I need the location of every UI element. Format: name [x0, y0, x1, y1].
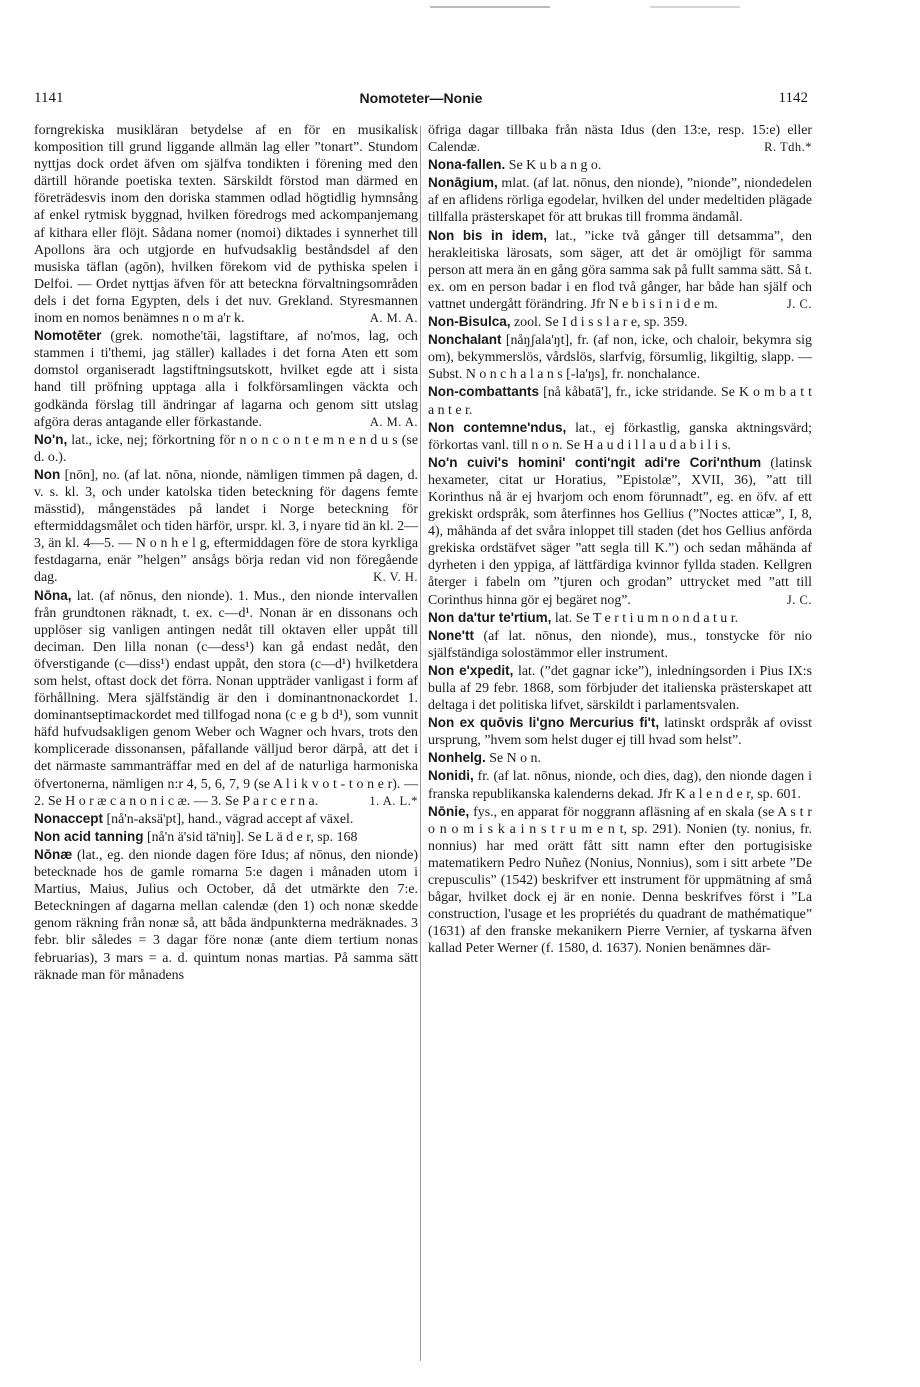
left-column [34, 122, 418, 1362]
dictionary-entry [428, 767, 812, 802]
entry-text: (af lat. nōnus, den nionde), mus., tonstycke för nio själfständiga solostämmor eller instrument. [428, 628, 812, 661]
dictionary-entry [428, 662, 812, 714]
dictionary-entry [34, 587, 418, 810]
dictionary-entry [428, 454, 812, 609]
entry-text: (latinsk hexameter, citat ur Horatius, ”Epistolæ”, XVII, 36), ”att till Korinthus nå är ej hvarjom och enom förunnadt”, eg. en öfv. af ett grekiskt ordspråk, som återfinnes hos Gellius (”Noctes atticæ”, I, 8, 4), måhända af det svåra inloppet till staden (det hos Gellius anförda grekiska ordstäfvet säger ”att segla till K.”) och sedan måhända af dyrheten i den yppiga, af lättfärdiga kvinnor fyllda staden. Kellgren återger i fabeln om ”tjuren och grodan” uttrycket med ”att till Corinthus hinna gör ej begäret nog”. [428, 455, 812, 608]
entry-headword: Nonaccept [34, 810, 104, 826]
dictionary-entry [428, 331, 812, 383]
entry-text: fys., en apparat för noggrann afläsning af en skala (se A s t r o n o m i s k a i n s t r u m e n t, sp. 291). Nonien (ty. nonius, fr. nonnius) har med orätt fått sitt namn efter den portugisiske matematikern Pedro Nuñez (Nonius, Nonnius), som i sitt arbete ”De crepusculis” (1542) beskrifver ett instrument för uppmätning af små bågar, hvilket dock ej är en nonie. Denna beskrifves först i ”La construction, l'usage et les propriétés du quadrant de mathématique” (1631) af den franske mekanikern Pierre Vernier, af tyskarna äfven kallad Peter Werner (f. 1580, d. 1637). Nonien benämnes där- [428, 804, 812, 957]
running-title: Nomoteter—Nonie [359, 90, 483, 106]
dictionary-entry [428, 803, 812, 958]
entry-headword: Nonidi, [428, 768, 474, 784]
entry-text: (grek. nomothe'tāi, lagstiftare, af no'mos, lag, och stammen i ti'themi, jag ställer) kallades i det forna Aten ett som domstol organiseradt lagstiftningsutskott, hvilket egde att i sista hand till pröfning upptaga alla i folkförsamlingen väckta och godkända förslag till ändringar af lagarna och genom sitt utslag afgöra deras antagande eller förkastande. [34, 329, 418, 430]
page-header [34, 90, 808, 110]
dictionary-entry [34, 327, 418, 431]
entry-text: [nōn], no. (af lat. nōna, nionde, nämligen timmen på dagen, d. v. s. kl. 3, och under katolska tiden beteckning för dagens femte mässtid), mångenstädes på landet i Norge beteckning för eftermiddagsmålet och tiden härför, urspr. kl. 3, i nyare tid än kl. 2—3, än kl. 4—5. — N o n h e l g, eftermiddagen före de stora kyrkliga festdagarna, enär ”helgen” ansågs börja redan vid non föregående dag. [34, 467, 418, 586]
dictionary-entry [34, 810, 418, 828]
entry-text: lat. (”det gagnar icke”), inledningsorden i Pius IX:s bulla af 29 febr. 1868, som förbjuder det italienska prästerskapet att deltaga i det politiska lifvet, särskildt i parlamentsvalen. [428, 663, 812, 714]
entry-text: lat., ”icke två gånger till detsamma”, den herakleitiska lärosats, som säger, att det är omöjligt för samma person att mera än en gång göra samma sak på fullt samma sätt. Så t. ex. om en person badar i en flod två gånger, har både han själf och vattnet undergått förändring. Jfr N e b i s i n i d e m. [428, 228, 812, 312]
entry-headword: Nōna, [34, 587, 72, 603]
author-signature: R. Tdh.* [764, 140, 812, 155]
dictionary-entry [428, 609, 812, 627]
entry-text: latinskt ordspråk af ovisst ursprung, ”hvem som helst duger ej till hvad som helst”. [428, 716, 812, 749]
dictionary-entry [428, 122, 812, 156]
column-divider [420, 126, 421, 1361]
entry-headword: Nōnie, [428, 803, 470, 819]
dictionary-entry [34, 846, 418, 984]
dictionary-entry [428, 714, 812, 749]
entry-text: forngrekiska musikläran betydelse af en för en musikalisk komposition till grund liggande allmän lag eller ”tonart”. Stundom nyttjas dock ordet äfven om själfva tondikten i förening med den därtill hörande poetiska texten. Särskildt förstod man därmed en företrädesvis inom den doriska stammen odlad högtidlig hymnsång af enkel rytmisk byggnad, hvilken föredrogs med ackompanjemang af kithara eller flöjt. Sådana nomer (nomoi) diktades i synnerhet till Apollons ära och utgjorde en hufvudsaklig beståndsdel af den musiska täflan (agōn), hvilken förekom vid de pythiska spelen i Delfoi. — Ordet nyttjas äfven för att beteckna förvaltningsområden dels i det forna Egypten, dels i det nuv. Grekland. Styresmannen inom en nomos benämnes n o m a'r k. [34, 123, 418, 327]
dictionary-entry [428, 227, 812, 313]
dictionary-entry [34, 466, 418, 587]
entry-text: [nå'n-aksä'pt], hand., vägrad accept af växel. [106, 811, 354, 827]
entry-headword: Non-Bisulca, [428, 314, 511, 330]
entry-text: fr. (af lat. nōnus, nionde, och dies, dag), den nionde dagen i franska republikanska kalenderns dekad. Jfr K a l e n d e r, sp. 601. [428, 769, 812, 802]
entry-text: mlat. (af lat. nōnus, den nionde), ”nionde”, niondedelen af en aflidens rörliga egodelar, hvilken del under medeltiden plägade tillfalla prästerskapet för att brukas till fromma ändamål. [428, 176, 812, 226]
entry-headword: Non ex quōvis li'gno Mercurius fi't, [428, 715, 660, 731]
dictionary-entry [428, 156, 812, 174]
entry-headword: Nonchalant [428, 332, 502, 348]
entry-headword: Non-combattants [428, 384, 539, 400]
author-signature: J. C. [786, 592, 812, 607]
scan-artifact [650, 6, 740, 8]
entry-text: lat., icke, nej; förkortning för n o n c o n t e m n e n d u s (se d. o.). [34, 432, 418, 465]
author-signature: A. M. A. [369, 311, 418, 326]
entry-text: Se N o n. [489, 751, 541, 767]
entry-headword: Nonhelg. [428, 750, 486, 766]
dictionary-entry [428, 749, 812, 767]
entry-headword: Non bis in idem, [428, 227, 547, 243]
entry-text: [nåŋʃala'ŋt], fr. (af non, icke, och chaloir, bekymra sig om), bekymmerslös, vårdslös, slarfvig, försumlig, likgiltig, slapp. — Subst. N o n c h a l a n s [-la'ŋs], fr. nonchalance. [428, 333, 812, 383]
entry-headword: Nōnæ [34, 846, 73, 862]
entry-text: [nå'n ä'sid tä'niŋ]. Se L ä d e r, sp. 168 [146, 829, 358, 845]
entry-headword: Non e'xpedit, [428, 662, 514, 678]
dictionary-entry [428, 313, 812, 331]
entry-text: lat., ej förkastlig, ganska aktningsvärd; förkortas vanl. till n o n. Se H a u d i l l a u d a b i l i s. [428, 420, 812, 453]
entry-headword: Nonāgium, [428, 175, 498, 191]
entry-headword: Non acid tanning [34, 828, 144, 844]
entry-headword: Nona-fallen. [428, 157, 506, 173]
entry-text: Se K u b a n g o. [508, 158, 602, 174]
author-signature: 1. A. L.* [369, 793, 418, 808]
author-signature: A. M. A. [369, 414, 418, 429]
right-page-number: 1142 [778, 90, 808, 106]
entry-text: lat. Se T e r t i u m n o n d a t u r. [554, 610, 739, 626]
entry-headword: None'tt [428, 627, 474, 643]
entry-text: zool. Se I d i s s l a r e, sp. 359. [514, 315, 688, 331]
entry-headword: Non [34, 466, 61, 482]
dictionary-entry [34, 828, 418, 846]
scan-artifact [430, 6, 550, 8]
entry-text: (lat., eg. den nionde dagen före Idus; af nōnus, den nionde) betecknade hos de gamle romarna 5:e dagen i månaden utom i Martius, Maius, Julius och October, då det utmärkte den 7:e. Beteckningen af dagarna mellan calendæ (den 1) och nonæ skedde genom räkning från nonæ så, att båda ändpunkterna medräknades. 3 febr. blir således = 3 dagar före nonæ (ante diem tertium nonas februarias), 3 mars = a. d. quintum nonas martias. På samma sätt räknade man för månadens [34, 847, 418, 983]
dictionary-entry [34, 431, 418, 466]
dictionary-entry [428, 174, 812, 226]
dictionary-entry [428, 383, 812, 418]
entry-text: [nå kåbatā'], fr., icke stridande. Se K o m b a t t a n t e r. [428, 385, 812, 418]
dictionary-entry [428, 419, 812, 454]
right-column [428, 122, 812, 1362]
author-signature: J. C. [786, 296, 812, 311]
entry-headword: Nomotēter [34, 328, 102, 344]
left-page-number: 1141 [34, 90, 64, 106]
entry-text: lat. (af nōnus, den nionde). 1. Mus., den nionde intervallen från grundtonen räknadt, t. ex. c—d¹. Nonan är en dissonans och upplöser sig vanligen antingen nedåt till oktaven eller uppåt till deciman. Den lilla nonan (c—dess¹) kan gå endast nedåt, den öfverstigande (c—diss¹) endast uppåt, den stora (c—d¹) hvilketdera som helst, oftast dock det förra. Nonan uppträder vanligast i form af förhållning. Mera själfständig är den i dominantnonackordet 1. dominantseptimackordet med tillfogad nona (c e g b d¹), som vunnit häfd hufvudsakligen genom Weber och Wagner och hvars, trots den komplicerade dissonansen, påfallande välljud beror därpå, att det i det närmaste sammanträffar med en del af de naturliga harmoniska öfvertonerna, nämligen n:r 4, 5, 6, 7, 9 (se A l i k v o t - t o n e r). — 2. Se H o r æ c a n o n i c æ. — 3. Se P a r c e r n a. [34, 588, 418, 809]
entry-text: öfriga dagar tillbaka från nästa Idus (den 13:e, resp. 15:e) eller Calendæ. [428, 123, 812, 156]
entry-headword: No'n cuivi's homini' conti'ngit adi're Cori'nthum [428, 454, 762, 470]
dictionary-entry [34, 122, 418, 327]
author-signature: K. V. H. [373, 570, 418, 585]
entry-headword: Non da'tur te'rtium, [428, 609, 552, 625]
dictionary-entry [428, 627, 812, 662]
entry-headword: Non contemne'ndus, [428, 419, 567, 435]
entry-headword: No'n, [34, 431, 68, 447]
